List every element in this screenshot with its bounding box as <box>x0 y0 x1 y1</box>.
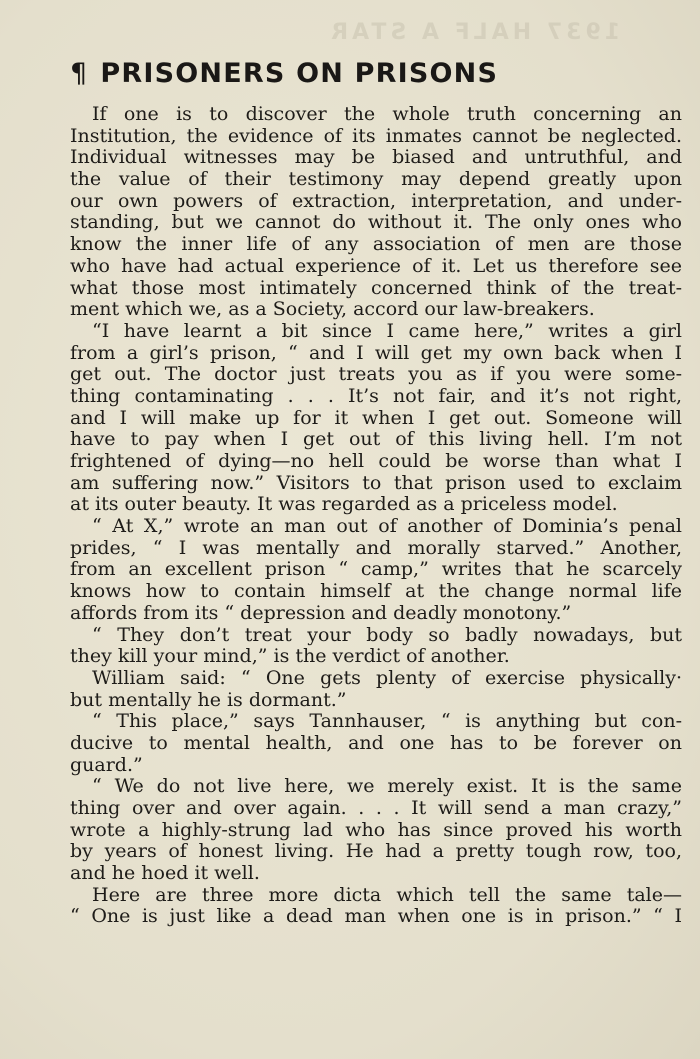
text-line: “ We do not live here, we merely exist. It is the same <box>92 776 682 798</box>
body-text <box>70 104 682 928</box>
text-line: but mentally he is dormant.” <box>70 689 347 711</box>
text-line: affords from its “ depression and deadly monotony.” <box>70 602 572 624</box>
heading-title: PRISONERS ON PRISONS <box>100 58 499 89</box>
text-line: know the inner life of any association of men are those <box>70 234 682 256</box>
text-line: ment which we, as a Society, accord our law-breakers. <box>70 299 595 321</box>
text-line: and he hoed it well. <box>70 863 260 885</box>
paragraph-mark-icon: ¶ <box>70 58 89 89</box>
text-line: and I will make up for it when I get out. Someone will <box>70 407 682 429</box>
text-line: Here are three more dicta which tell the same tale— <box>92 884 682 906</box>
text-line: from an excellent prison “ camp,” writes that he scarcely <box>70 559 682 581</box>
text-line: get out. The doctor just treats you as if you were some- <box>70 364 682 386</box>
text-line: “I have learnt a bit since I came here,” writes a girl <box>92 320 682 342</box>
text-line: “ This place,” says Tannhauser, “ is anything but con- <box>92 711 682 733</box>
text-line: have to pay when I get out of this living hell. I’m not <box>70 429 682 451</box>
text-line: wrote a highly-strung lad who has since proved his worth <box>70 819 682 841</box>
text-line: am suffering now.” Visitors to that prison used to exclaim <box>70 472 682 494</box>
text-line: frightened of dying—no hell could be worse than what I <box>70 451 682 472</box>
text-line: by years of honest living. He had a pretty tough row, too, <box>70 841 682 863</box>
text-line: the value of their testimony may depend greatly upon <box>70 169 682 191</box>
text-line: guard.” <box>70 754 143 776</box>
section-heading <box>70 58 670 89</box>
text-line: knows how to contain himself at the change normal life <box>70 581 682 603</box>
text-line: “ One is just like a dead man when one is in prison.” “ I <box>70 906 682 928</box>
text-line: thing contaminating . . . It’s not fair, and it’s not right, <box>70 385 682 407</box>
text-line: who have had actual experience of it. Let us therefore see <box>70 255 682 277</box>
text-line: prides, “ I was mentally and morally starved.” Another, <box>70 537 682 559</box>
text-line: “ They don’t treat your body so badly nowadays, but <box>92 624 682 646</box>
text-line: what those most intimately concerned think of the treat- <box>70 277 682 299</box>
text-line: ducive to mental health, and one has to be forever on <box>70 732 682 754</box>
text-line: at its outer beauty. It was regarded as a priceless model. <box>70 494 618 516</box>
text-line: thing over and over again. . . . It will send a man crazy,” <box>70 798 682 819</box>
text-line: Institution, the evidence of its inmates cannot be neglected. <box>70 125 682 147</box>
text-line: If one is to discover the whole truth concerning an <box>92 104 682 125</box>
text-line: William said: “ One gets plenty of exercise physically· <box>92 667 682 689</box>
text-line: standing, but we cannot do without it. The only ones who <box>70 212 682 234</box>
text-line: our own powers of extraction, interpretation, and under- <box>70 190 682 212</box>
text-line: Individual witnesses may be biased and untruthful, and <box>70 147 682 169</box>
text-line: “ At X,” wrote an man out of another of Dominia’s penal <box>92 516 682 538</box>
running-head-bleed-through: 1937 HALF A STAR <box>327 20 620 45</box>
text-line: they kill your mind,” is the verdict of another. <box>70 646 510 668</box>
text-line: from a girl’s prison, “ and I will get my own back when I <box>70 342 682 364</box>
